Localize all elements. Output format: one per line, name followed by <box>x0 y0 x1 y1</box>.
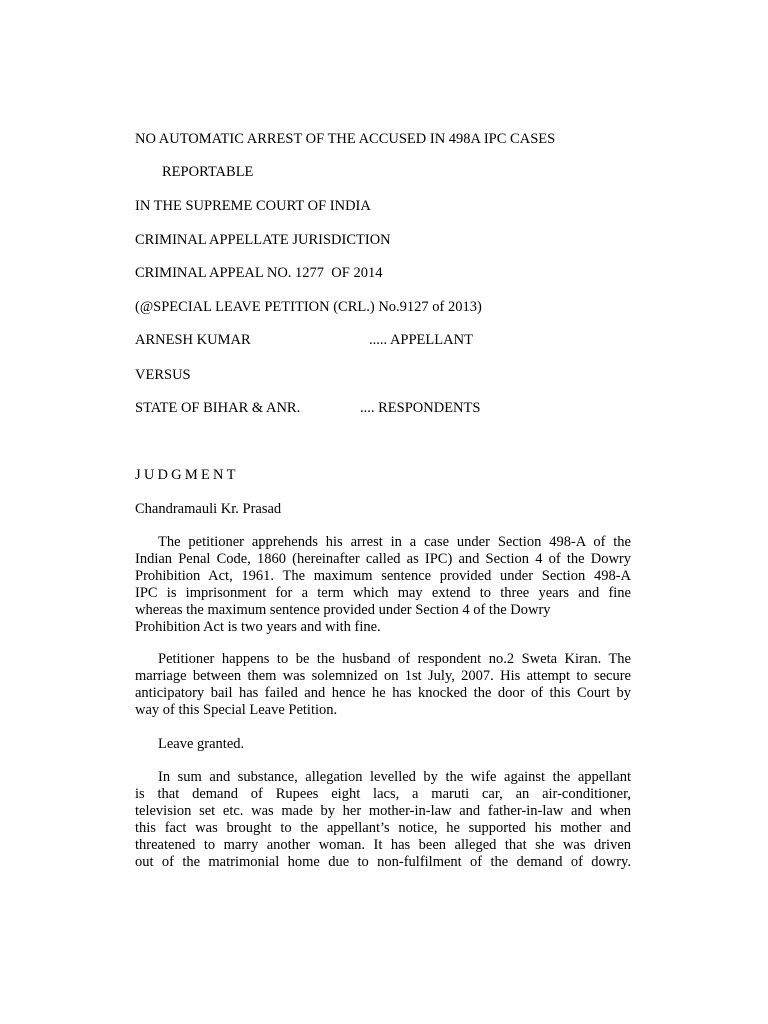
paragraph-4 <box>135 769 631 871</box>
judge-name: Chandramauli Kr. Prasad <box>135 501 282 517</box>
paragraph-line: Prohibition Act, 1961. The maximum sentence provided under Section 498-A <box>135 568 631 584</box>
paragraph-line: out of the matrimonial home due to non-fulfilment of the demand of dowry. <box>135 854 631 870</box>
paragraph-line: marriage between them was solemnized on 1st July, 2007. His attempt to secure <box>135 668 631 684</box>
reportable-label: REPORTABLE <box>162 164 254 180</box>
paragraph-line: Indian Penal Code, 1860 (hereinafter called as IPC) and Section 4 of the Dowry <box>135 551 631 567</box>
paragraph-line: anticipatory bail has failed and hence he has knocked the door of this Court by <box>135 685 631 701</box>
paragraph-line: In sum and substance, allegation levelled by the wife against the appellant <box>158 769 631 785</box>
paragraph-line: this fact was brought to the appellant’s notice, he supported his mother and <box>135 820 631 836</box>
judgment-heading: JUDGMENT <box>135 467 239 483</box>
jurisdiction: CRIMINAL APPELLATE JURISDICTION <box>135 232 391 248</box>
paragraph-line: way of this Special Leave Petition. <box>135 702 338 718</box>
paragraph-1 <box>135 534 631 636</box>
paragraph-line: Petitioner happens to be the husband of respondent no.2 Sweta Kiran. The <box>158 651 631 667</box>
headline: NO AUTOMATIC ARREST OF THE ACCUSED IN 498A IPC CASES <box>135 131 556 147</box>
paragraph-line: television set etc. was made by her mother-in-law and father-in-law and when <box>135 803 631 819</box>
paragraph-line: threatened to marry another woman. It has been alleged that she was driven <box>135 837 631 853</box>
respondent-role: .... RESPONDENTS <box>360 400 481 416</box>
appellant-name: ARNESH KUMAR <box>135 332 251 348</box>
paragraph-line: whereas the maximum sentence provided under Section 4 of the Dowry <box>135 602 551 618</box>
slp-number: (@SPECIAL LEAVE PETITION (CRL.) No.9127 of 2013) <box>135 299 482 315</box>
paragraph-3 <box>135 736 631 753</box>
paragraph-line: IPC is imprisonment for a term which may extend to three years and fine <box>135 585 631 601</box>
paragraph-line: Prohibition Act is two years and with fine. <box>135 619 381 635</box>
paragraph-line: Leave granted. <box>158 736 245 752</box>
appellant-role: ..... APPELLANT <box>369 332 473 348</box>
versus: VERSUS <box>135 367 191 383</box>
paragraph-2 <box>135 651 631 719</box>
paragraph-line: is that demand of Rupees eight lacs, a maruti car, an air-conditioner, <box>135 786 631 802</box>
paragraph-line: The petitioner apprehends his arrest in a case under Section 498-A of the <box>158 534 631 550</box>
appeal-number: CRIMINAL APPEAL NO. 1277 OF 2014 <box>135 265 383 281</box>
respondent-name: STATE OF BIHAR & ANR. <box>135 400 301 416</box>
court-name: IN THE SUPREME COURT OF INDIA <box>135 198 371 214</box>
